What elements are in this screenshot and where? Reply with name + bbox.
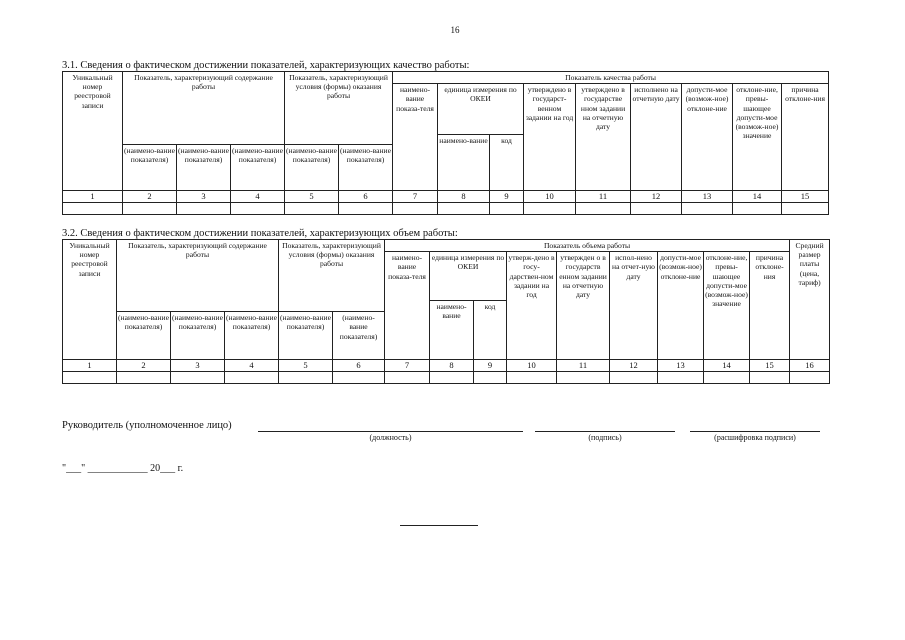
- column-number: 14: [704, 360, 750, 372]
- header-quality-group: Показатель качества работы: [393, 72, 829, 84]
- subheader-content-2: (наимено-вание показателя): [171, 312, 225, 360]
- column-number: 5: [285, 191, 339, 203]
- section-3-2-heading: 3.2. Сведения о фактическом достижении показателей, характеризующих объем работы:: [62, 228, 458, 239]
- column-number: 10: [524, 191, 576, 203]
- subheader-conditions-1: (наимено-вание показателя): [285, 145, 339, 191]
- header-unique-record: Уникальный номер реестровой записи: [63, 240, 117, 360]
- header-deviation-reason: причина отклоне-ния: [750, 252, 790, 360]
- subheader-content-3: (наимено-вание показателя): [231, 145, 285, 191]
- header-average-fee: Средний размер платы (цена, тариф): [790, 240, 830, 360]
- column-number: 6: [333, 360, 385, 372]
- signature-line[interactable]: [535, 431, 675, 432]
- column-number: 8: [438, 191, 490, 203]
- column-number: 8: [430, 360, 474, 372]
- column-number: 12: [631, 191, 682, 203]
- quality-table: [62, 71, 829, 215]
- section-3-1-heading: 3.1. Сведения о фактическом достижении показателей, характеризующих качество работы:: [62, 60, 470, 71]
- header-unit-code: код: [474, 301, 507, 360]
- footnote-divider: [400, 525, 478, 526]
- subheader-content-1: (наимено-вание показателя): [123, 145, 177, 191]
- table-row: [63, 372, 830, 384]
- column-number: 1: [63, 191, 123, 203]
- column-number: 9: [490, 191, 524, 203]
- subheader-conditions-1: (наимено-вание показателя): [279, 312, 333, 360]
- header-exceeding-deviation: отклоне-ние, превы-шающее допусти-мое (возмож-ное) значение: [704, 252, 750, 360]
- subheader-content-1: (наимено-вание показателя): [117, 312, 171, 360]
- header-unique-record: Уникальный номер реестровой записи: [63, 72, 123, 191]
- header-allowed-deviation: допусти-мое (возмож-ное) отклоне-ние: [658, 252, 704, 360]
- header-allowed-deviation: допусти-мое (возмож-ное) отклоне-ние: [682, 84, 733, 191]
- subheader-conditions-2: (наимено-вание показателя): [339, 145, 393, 191]
- header-content: Показатель, характеризующий содержание работы: [117, 240, 279, 312]
- column-number: 15: [750, 360, 790, 372]
- column-number-row: [63, 191, 829, 203]
- position-line[interactable]: [258, 431, 523, 432]
- column-number: 11: [557, 360, 610, 372]
- column-number: 4: [231, 191, 285, 203]
- header-exceeding-deviation: отклоне-ние, превы-шающее допусти-мое (возмож-ное) значение: [733, 84, 782, 191]
- column-number: 1: [63, 360, 117, 372]
- column-number: 14: [733, 191, 782, 203]
- header-approved-year: утверж-дено в госу-дарствен-ном задании на год: [507, 252, 557, 360]
- column-number-row: [63, 360, 830, 372]
- header-unit: единица измерения по ОКЕИ: [438, 84, 524, 135]
- column-number: 10: [507, 360, 557, 372]
- column-number: 9: [474, 360, 507, 372]
- column-number: 3: [177, 191, 231, 203]
- header-executed: исполнено на отчетную дату: [631, 84, 682, 191]
- header-approved-date: утвержден о в государств енном задании на отчетную дату: [557, 252, 610, 360]
- column-number: 13: [682, 191, 733, 203]
- signature-decode-line[interactable]: [690, 431, 820, 432]
- header-unit: единица измерения по ОКЕИ: [430, 252, 507, 301]
- header-indicator-name: наимено-вание показа-теля: [393, 84, 438, 191]
- column-number: 4: [225, 360, 279, 372]
- signature-caption: (подпись): [588, 433, 622, 442]
- column-number: 6: [339, 191, 393, 203]
- column-number: 2: [123, 191, 177, 203]
- page-number: 16: [450, 25, 460, 35]
- header-unit-name: наимено-вание: [430, 301, 474, 360]
- column-number: 16: [790, 360, 830, 372]
- header-approved-year: утверждено в государст-венном задании на год: [524, 84, 576, 191]
- subheader-content-3: (наимено-вание показателя): [225, 312, 279, 360]
- subheader-conditions-2: (наимено-вание показателя): [333, 312, 385, 360]
- column-number: 2: [117, 360, 171, 372]
- header-unit-name: наимено-вание: [438, 135, 490, 191]
- volume-table: [62, 239, 830, 384]
- position-caption: (должность): [369, 433, 412, 442]
- table-row: [63, 203, 829, 215]
- column-number: 3: [171, 360, 225, 372]
- column-number: 13: [658, 360, 704, 372]
- column-number: 7: [385, 360, 430, 372]
- column-number: 11: [576, 191, 631, 203]
- header-volume-group: Показатель объема работы: [385, 240, 790, 252]
- header-approved-date: утверждено в государстве нном задании на отчетную дату: [576, 84, 631, 191]
- header-conditions: Показатель, характеризующий условия (формы) оказания работы: [279, 240, 385, 312]
- column-number: 15: [782, 191, 829, 203]
- header-conditions: Показатель, характеризующий условия (формы) оказания работы: [285, 72, 393, 145]
- date-line: "___" ____________ 20___ г.: [62, 463, 184, 474]
- header-indicator-name: наимено-вание показа-теля: [385, 252, 430, 360]
- signature-label: Руководитель (уполномоченное лицо): [62, 420, 232, 431]
- column-number: 7: [393, 191, 438, 203]
- signature-decode-caption: (расшифровка подписи): [714, 433, 796, 442]
- column-number: 5: [279, 360, 333, 372]
- header-deviation-reason: причина отклоне-ния: [782, 84, 829, 191]
- column-number: 12: [610, 360, 658, 372]
- header-executed: испол-нено на отчет-ную дату: [610, 252, 658, 360]
- header-content: Показатель, характеризующий содержание работы: [123, 72, 285, 145]
- header-unit-code: код: [490, 135, 524, 191]
- subheader-content-2: (наимено-вание показателя): [177, 145, 231, 191]
